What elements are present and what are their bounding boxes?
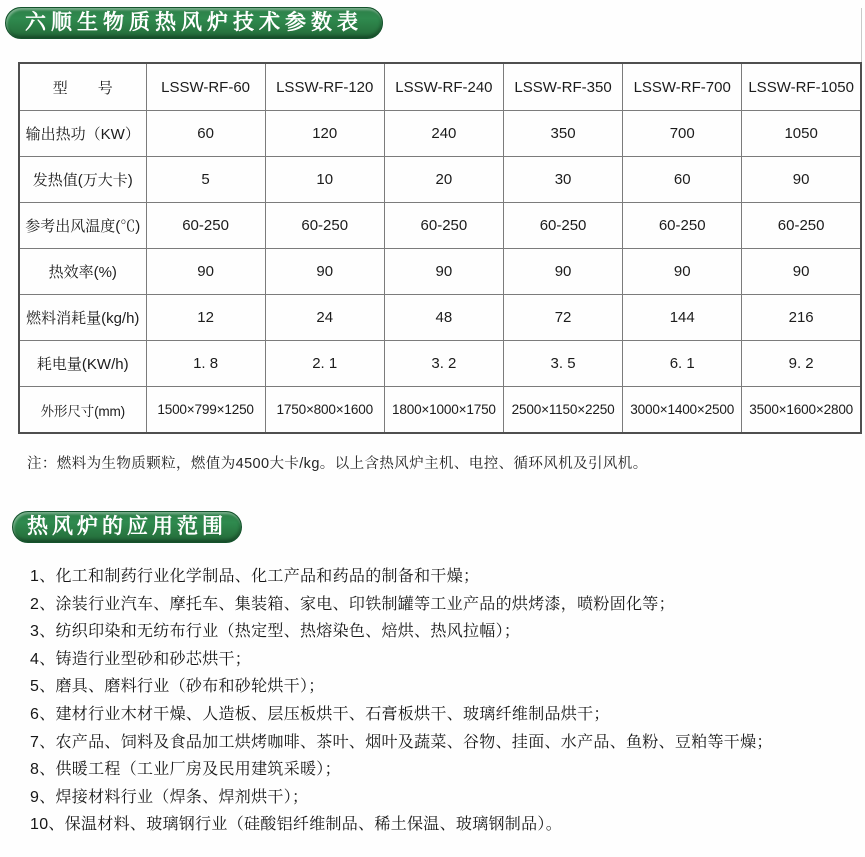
table-row bbox=[19, 157, 861, 203]
table-cell: 5 bbox=[146, 157, 265, 203]
table-cell: 120 bbox=[265, 111, 384, 157]
table-cell: 20 bbox=[384, 157, 503, 203]
table-cell: 9. 2 bbox=[742, 341, 861, 387]
table-cell: 60-250 bbox=[146, 203, 265, 249]
spec-table-body bbox=[19, 111, 861, 434]
table-cell: 1750×800×1600 bbox=[265, 387, 384, 434]
row-label: 耗电量(KW/h) bbox=[19, 341, 146, 387]
model-name-cell: LSSW-RF-350 bbox=[503, 63, 622, 111]
spec-table-header-row bbox=[19, 63, 861, 111]
table-cell: 90 bbox=[742, 157, 861, 203]
table-row bbox=[19, 341, 861, 387]
table-cell: 12 bbox=[146, 295, 265, 341]
table-cell: 216 bbox=[742, 295, 861, 341]
row-label: 发热值(万大卡) bbox=[19, 157, 146, 203]
table-cell: 1050 bbox=[742, 111, 861, 157]
list-item: 7、农产品、饲料及食品加工烘烤咖啡、茶叶、烟叶及蔬菜、谷物、挂面、水产品、鱼粉、豆粕等干燥； bbox=[30, 733, 773, 751]
model-name-cell: LSSW-RF-240 bbox=[384, 63, 503, 111]
table-cell: 60-250 bbox=[384, 203, 503, 249]
table-cell: 60-250 bbox=[503, 203, 622, 249]
row-label: 外形尺寸(mm) bbox=[19, 387, 146, 434]
table-cell: 6. 1 bbox=[623, 341, 742, 387]
table-cell: 90 bbox=[146, 249, 265, 295]
model-name-cell: LSSW-RF-700 bbox=[623, 63, 742, 111]
table-cell: 3500×1600×2800 bbox=[742, 387, 861, 434]
table-row bbox=[19, 249, 861, 295]
list-item: 10、保温材料、玻璃钢行业（硅酸铝纤维制品、稀土保温、玻璃钢制品）。 bbox=[30, 816, 562, 834]
model-header-cell: 型 号 bbox=[19, 63, 146, 111]
table-cell: 90 bbox=[503, 249, 622, 295]
table-cell: 2500×1150×2250 bbox=[503, 387, 622, 434]
table-cell: 30 bbox=[503, 157, 622, 203]
table-row bbox=[19, 111, 861, 157]
model-name-cell: LSSW-RF-120 bbox=[265, 63, 384, 111]
row-label: 热效率(%) bbox=[19, 249, 146, 295]
table-cell: 90 bbox=[623, 249, 742, 295]
footnote: 注：燃料为生物质颗粒，燃值为4500大卡/kg。以上含热风炉主机、电控、循环风机及引风机。 bbox=[27, 456, 648, 472]
table-cell: 72 bbox=[503, 295, 622, 341]
table-row bbox=[19, 387, 861, 434]
table-cell: 1500×799×1250 bbox=[146, 387, 265, 434]
model-name-cell: LSSW-RF-1050 bbox=[742, 63, 861, 111]
table-cell: 240 bbox=[384, 111, 503, 157]
table-cell: 700 bbox=[623, 111, 742, 157]
table-cell: 48 bbox=[384, 295, 503, 341]
specs-section-title: 六顺生物质热风炉技术参数表 bbox=[25, 11, 363, 34]
row-label: 输出热功（KW） bbox=[19, 111, 146, 157]
table-cell: 60 bbox=[623, 157, 742, 203]
table-cell: 60-250 bbox=[623, 203, 742, 249]
table-cell: 1. 8 bbox=[146, 341, 265, 387]
spec-table bbox=[18, 62, 862, 434]
list-item: 3、纺织印染和无纺布行业（热定型、热熔染色、焙烘、热风拉幅）； bbox=[30, 623, 521, 641]
applications-section-banner bbox=[12, 511, 242, 543]
specs-section-banner bbox=[5, 7, 383, 39]
scan-edge-line bbox=[861, 8, 862, 62]
table-cell: 60 bbox=[146, 111, 265, 157]
table-row bbox=[19, 295, 861, 341]
table-cell: 1800×1000×1750 bbox=[384, 387, 503, 434]
table-cell: 3. 2 bbox=[384, 341, 503, 387]
table-cell: 60-250 bbox=[265, 203, 384, 249]
list-item: 2、涂装行业汽车、摩托车、集装箱、家电、印铁制罐等工业产品的烘烤漆，喷粉固化等； bbox=[30, 595, 675, 613]
table-cell: 3000×1400×2500 bbox=[623, 387, 742, 434]
list-item: 5、磨具、磨料行业（砂布和砂轮烘干）； bbox=[30, 678, 325, 696]
table-cell: 90 bbox=[384, 249, 503, 295]
table-cell: 24 bbox=[265, 295, 384, 341]
table-cell: 2. 1 bbox=[265, 341, 384, 387]
table-cell: 10 bbox=[265, 157, 384, 203]
list-item: 6、建材行业木材干燥、人造板、层压板烘干、石膏板烘干、玻璃纤维制品烘干； bbox=[30, 705, 610, 723]
list-item: 1、化工和制药行业化学制品、化工产品和药品的制备和干燥； bbox=[30, 568, 480, 585]
table-cell: 3. 5 bbox=[503, 341, 622, 387]
table-cell: 350 bbox=[503, 111, 622, 157]
model-name-cell: LSSW-RF-60 bbox=[146, 63, 265, 111]
row-label: 参考出风温度(℃) bbox=[19, 203, 146, 249]
applications-list bbox=[30, 563, 860, 839]
table-cell: 90 bbox=[265, 249, 384, 295]
table-cell: 60-250 bbox=[742, 203, 861, 249]
table-cell: 90 bbox=[742, 249, 861, 295]
table-cell: 144 bbox=[623, 295, 742, 341]
list-item: 4、铸造行业型砂和砂芯烘干； bbox=[30, 650, 252, 668]
list-item: 8、供暖工程（工业厂房及民用建筑采暖）； bbox=[30, 761, 341, 779]
row-label: 燃料消耗量(kg/h) bbox=[19, 295, 146, 341]
table-row bbox=[19, 203, 861, 249]
list-item: 9、焊接材料行业（焊条、焊剂烘干）； bbox=[30, 788, 309, 806]
applications-section-title: 热风炉的应用范围 bbox=[27, 515, 227, 538]
